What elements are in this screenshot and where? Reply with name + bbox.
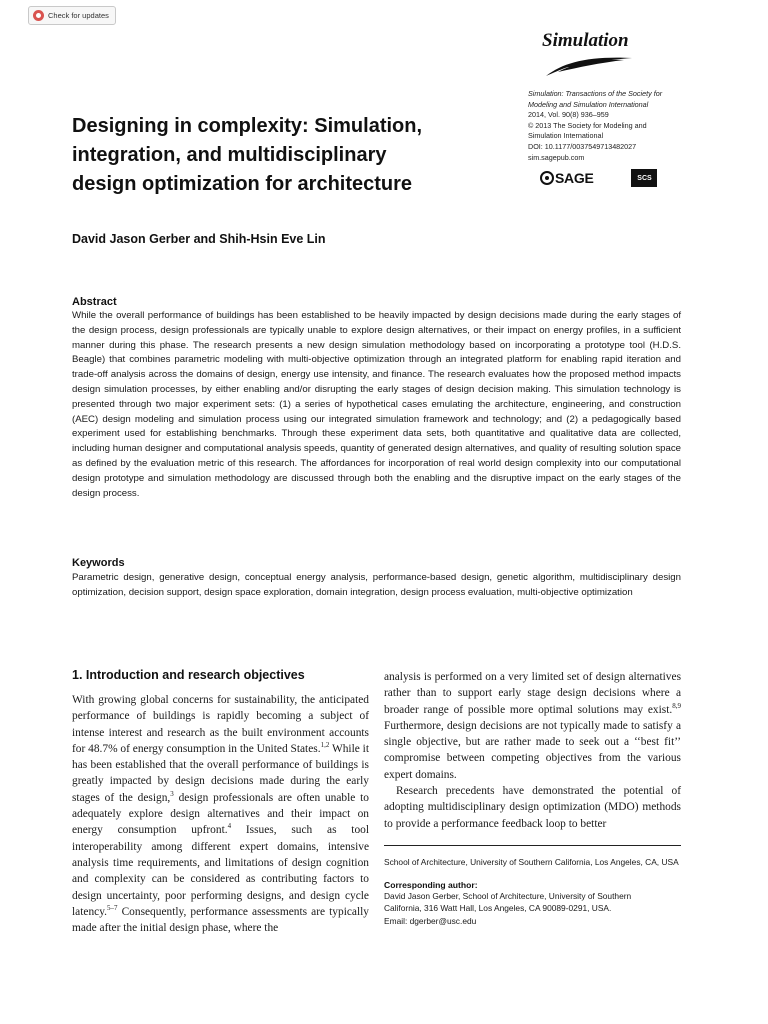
corresponding-author: David Jason Gerber, School of Architecture, University of Southern California, 316 Watt Hall, Los Angeles, CA 90089-0291, USA. Email: dgerber@usc.edu bbox=[384, 891, 632, 926]
abstract-heading: Abstract bbox=[72, 296, 117, 308]
right-column bbox=[384, 669, 681, 832]
keywords-heading: Keywords bbox=[72, 557, 125, 569]
left-column bbox=[72, 668, 369, 936]
footnote-rule bbox=[384, 845, 681, 846]
journal-name: Simulation bbox=[542, 30, 629, 51]
citation: 3 bbox=[170, 789, 174, 798]
sage-mark-icon bbox=[540, 171, 554, 185]
journal-logo bbox=[542, 30, 652, 78]
intro-paragraph-2: Research precedents have demonstrated the potential of adopting multidisciplinary design optimization (MDO) methods to provide a performance feedback loop to better bbox=[384, 785, 681, 830]
meta-site: sim.sagepub.com bbox=[528, 152, 585, 162]
corresponding-author-heading: Corresponding author: bbox=[384, 880, 478, 891]
title-line: integration, and multidisciplinary bbox=[72, 144, 387, 166]
text-flow-right: analysis is performed on a very limited set of design alternatives rather than to support early stage design decisions where a broader range of possible more optimal solutions may exist. bbox=[384, 671, 681, 716]
sage-logo bbox=[540, 170, 593, 186]
title-line: design optimization for architecture bbox=[72, 173, 413, 195]
journal-swoosh-icon bbox=[544, 54, 634, 78]
corresponding-email[interactable]: Email: dgerber@usc.edu bbox=[384, 915, 477, 926]
check-updates-icon bbox=[33, 10, 44, 21]
affiliation: School of Architecture, University of Southern California, Los Angeles, CA, USA bbox=[384, 857, 679, 867]
abstract-text: While the overall performance of buildings has been established to be heavily impacted by design decisions made during the early stages of the design process, design professionals are typically unable to explore design alternatives, or their impact on energy profiles, in a sufficient manner during this phase. The research presents a new design simulation methodology based on incorporating a prototype tool (H.D.S. Beagle) that combines parametric modeling with multi-objective optimization through an integrated platform for enabling rapid iteration and trade-off analysis across the domains of design, energy use intensity, and finance. The research evaluates how the proposed method impacts design simulation processes, by either enabling and/or disrupting the early stages of design decision making. This simulation technology is presented through two major experiment sets: (1) a series of hypothetical cases emulating the architecture, engineering, and construction (AEC) design modeling and simulation process using our integrated simulation framework and technology; and (2) a pedagogically based experiment used for establishing benchmarks. Through these experiment data sets, both quantitative and qualitative data are collected, including human designer and computational analysis speeds, quantity of generated design alternatives, and quality of resulting solution space as defined by the evaluation metric of this research. The affordances for incorporation of real world design complexity into our computational design prototype and simulation methodology are discussed through both the enabling and the disruptive impact on the early stages of the design process. bbox=[72, 310, 681, 499]
abstract-section bbox=[72, 296, 681, 501]
meta-doi: DOI: 10.1177/0037549713482027 bbox=[528, 141, 637, 151]
meta-journal-line: Modeling and Simulation International bbox=[528, 99, 649, 109]
citation: 4 bbox=[227, 822, 232, 831]
authors: David Jason Gerber and Shih-Hsin Eve Lin bbox=[72, 232, 326, 246]
scs-logo: SCS bbox=[631, 169, 657, 187]
meta-journal-line: Simulation: Transactions of the Society for bbox=[528, 89, 663, 98]
title-line: Designing in complexity: Simulation, bbox=[72, 115, 423, 137]
footnotes bbox=[384, 845, 681, 927]
publisher-logos bbox=[540, 169, 657, 187]
check-for-updates-button[interactable] bbox=[28, 6, 116, 25]
section-heading: 1. Introduction and research objectives bbox=[72, 668, 305, 682]
meta-copyright: Simulation International bbox=[528, 131, 604, 141]
keywords-text: Parametric design, generative design, conceptual energy analysis, performance-based design, genetic algorithm, multidisciplinary design optimization, decision support, design space exploration, domain integration, design process evaluation, multi-objective optimization bbox=[72, 572, 681, 598]
sage-logo-text: SAGE bbox=[555, 170, 594, 186]
intro-paragraph-continued: analysis is performed on a very limited set of design alternatives rather than to support early stage design decisions where a broader range of possible more optimal solutions may exist.$^{8,9}$ Furthermore, design decisions are not typically made to satisfy a single objective, but are rather made to seek out a ‘‘best fit’’ compromise between competing objectives from the various expert domains. bbox=[384, 671, 681, 781]
keywords-section bbox=[72, 557, 681, 600]
article-title bbox=[72, 112, 492, 199]
text-flow-left: Consequently, performance assessments are typically made after the initial design phase, where the bbox=[72, 905, 369, 935]
check-updates-label: Check for updates bbox=[48, 11, 109, 20]
citation: 1,2 bbox=[320, 741, 330, 750]
citation: 8,9 bbox=[672, 701, 681, 710]
publication-metadata bbox=[528, 89, 688, 163]
intro-paragraph: With growing global concerns for sustainability, the anticipated performance of buildings is rapidly becoming a subject of intense interest and research as the built environment accounts for 48.7% of energy consumption in the United States.$^{1,2}$ While it has been established that the overall performance of buildings is greatly impacted by design decisions made during the early stages of the design,$^3$ design professionals are often unable to adequately explore design alternatives and their impact on energy consumption upfront.$^4$ Issues, such as tool interoperability among different expert domains, intensive analysis time requirements, and limitations of design cognition and complexity can be considered as contributing factors to design uncertainty, poor performing designs, and design cycle latency.$^{5-7}$ Consequently, performance assessments are typically made after the initial design phase, where the bbox=[72, 694, 370, 935]
meta-volume: 2014, Vol. 90(8) 936–959 bbox=[528, 110, 609, 120]
citation: 5–7 bbox=[107, 904, 118, 913]
meta-copyright: © 2013 The Society for Modeling and bbox=[528, 120, 647, 130]
